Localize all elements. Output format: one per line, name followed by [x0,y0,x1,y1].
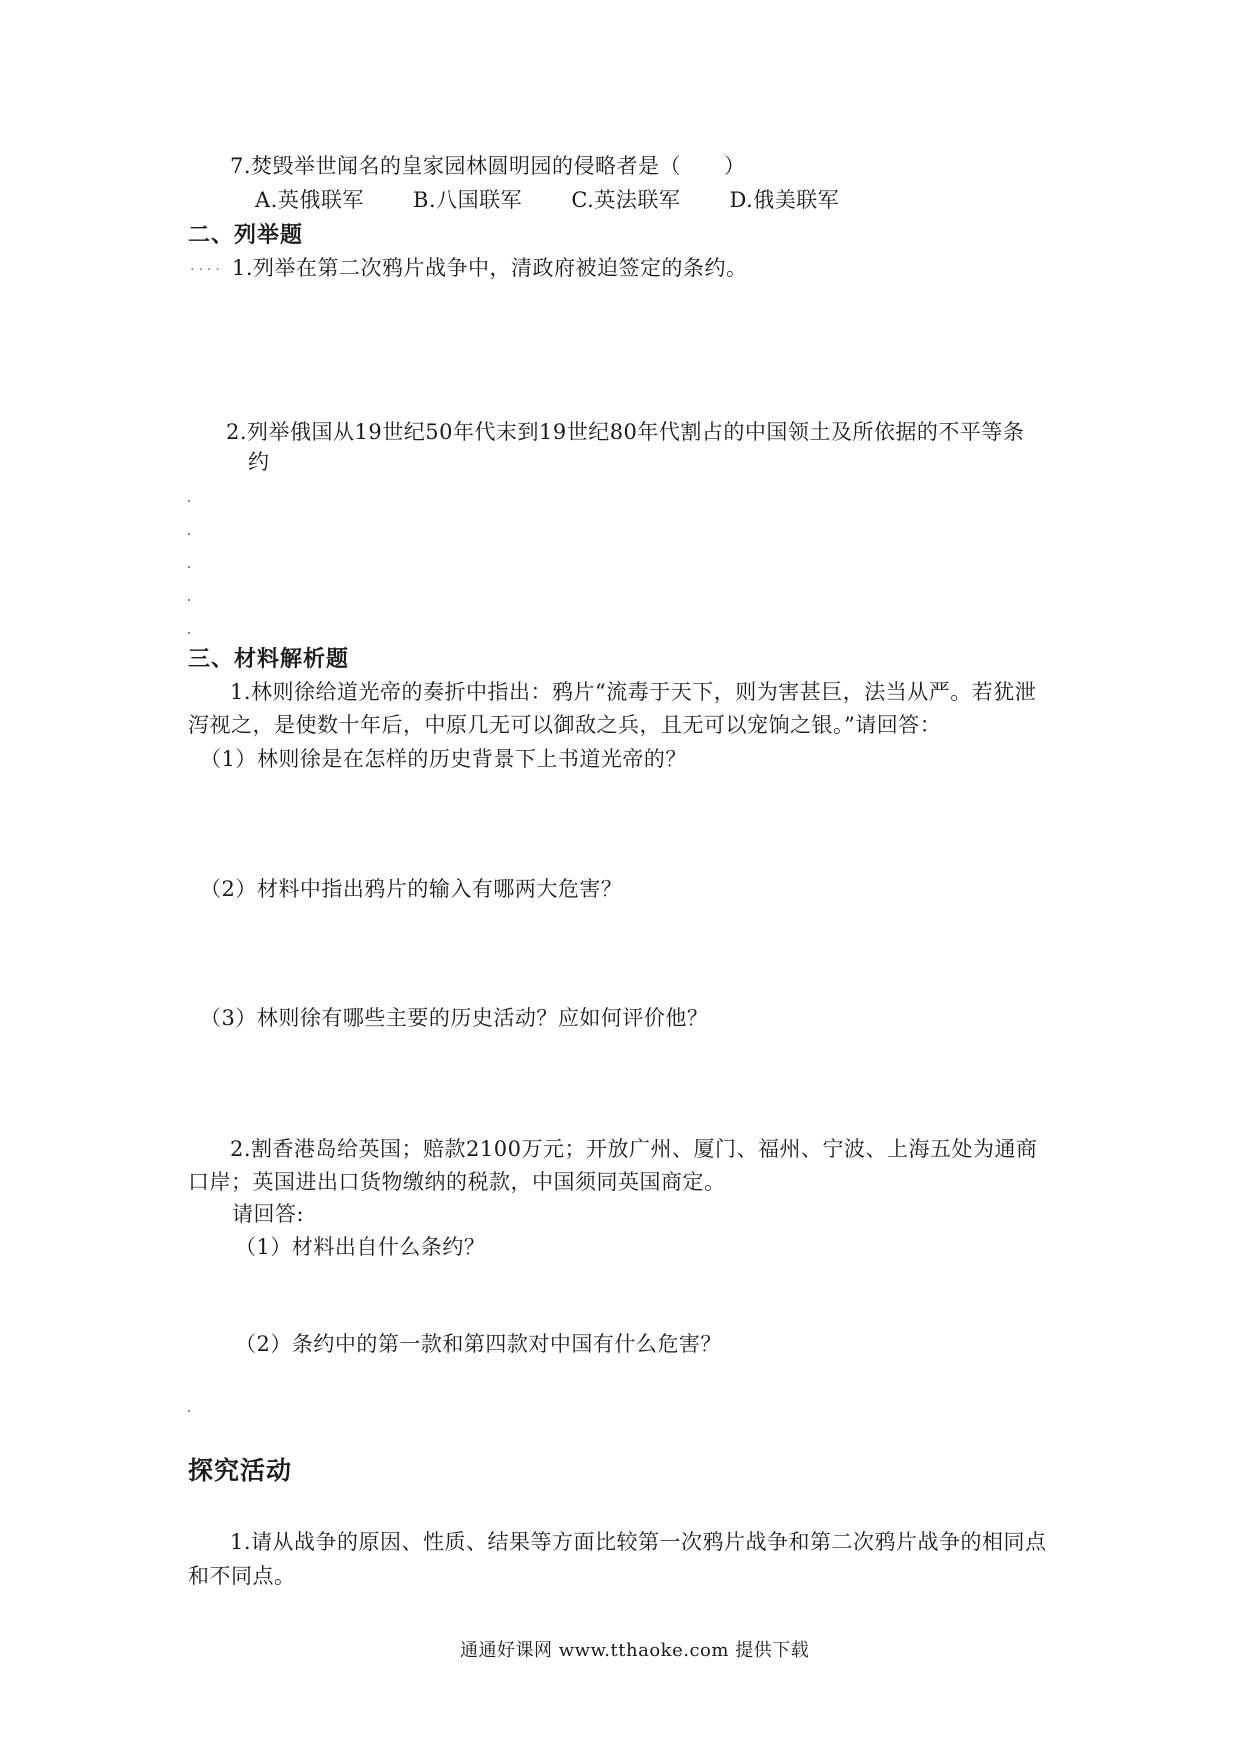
material2-line2: 口岸；英国进出口货物缴纳的税款，中国须同英国商定。 [188,1170,726,1194]
material2-line1: 2.割香港岛给英国；赔款2100万元；开放广州、厦门、福州、宁波、上海五处为通商 [230,1137,1038,1161]
q7-option-a: A.英俄联军 [255,188,364,212]
q7-stem: 7.焚毁举世闻名的皇家园林圆明园的侵略者是（ ） [230,154,746,178]
material1-line1: 1.林则徐给道光帝的奏折中指出：鸦片“流毒于天下，则为害甚巨，法当从严。若犹泄 [230,680,1037,704]
material2-q2: （2）条约中的第一款和第四款对中国有什么危害？ [235,1332,722,1356]
section2-q2-line2: 约 [248,450,270,474]
q7-option-b: B.八国联军 [413,188,523,212]
margin-mark [188,1410,190,1412]
margin-mark [188,566,190,568]
material2-prompt: 请回答: [232,1202,305,1226]
section2-q1: 1.列举在第二次鸦片战争中，清政府被迫签定的条约。 [232,256,748,280]
margin-mark [188,599,190,601]
q7-options [255,186,881,214]
margin-dots: .... [190,258,224,274]
material1-q1: （1）林则徐是在怎样的历史背景下上书道光帝的？ [200,747,687,771]
section2-q2-line1: 2.列举俄国从19世纪50年代末到19世纪80年代割占的中国领土及所依据的不平等条 [226,420,1025,444]
section2-title: 二、列举题 [188,223,304,248]
material1-q2: （2）材料中指出鸦片的输入有哪两大危害？ [200,877,623,901]
material1-line2: 泻视之，是使数十年后，中原几无可以御敌之兵，且无可以宠饷之银。”请回答： [188,713,942,737]
material1-q3: （3）林则徐有哪些主要的历史活动？应如何评价他？ [200,1006,709,1030]
q7-option-d: D.俄美联军 [729,188,840,212]
section3-title: 三、材料解析题 [188,647,350,672]
explore-title: 探究活动 [188,1456,293,1485]
margin-mark [188,533,190,535]
q7-option-c: C.英法联军 [571,188,681,212]
footer-text: 通通好课网 www.tthaoke.com 提供下载 [460,1640,810,1661]
explore-q1-line1: 1.请从战争的原因、性质、结果等方面比较第一次鸦片战争和第二次鸦片战争的相同点 [230,1530,1047,1554]
material2-q1: （1）材料出自什么条约？ [235,1235,486,1259]
margin-mark [188,632,190,634]
margin-mark [188,500,190,502]
explore-q1-line2: 和不同点。 [188,1564,296,1588]
